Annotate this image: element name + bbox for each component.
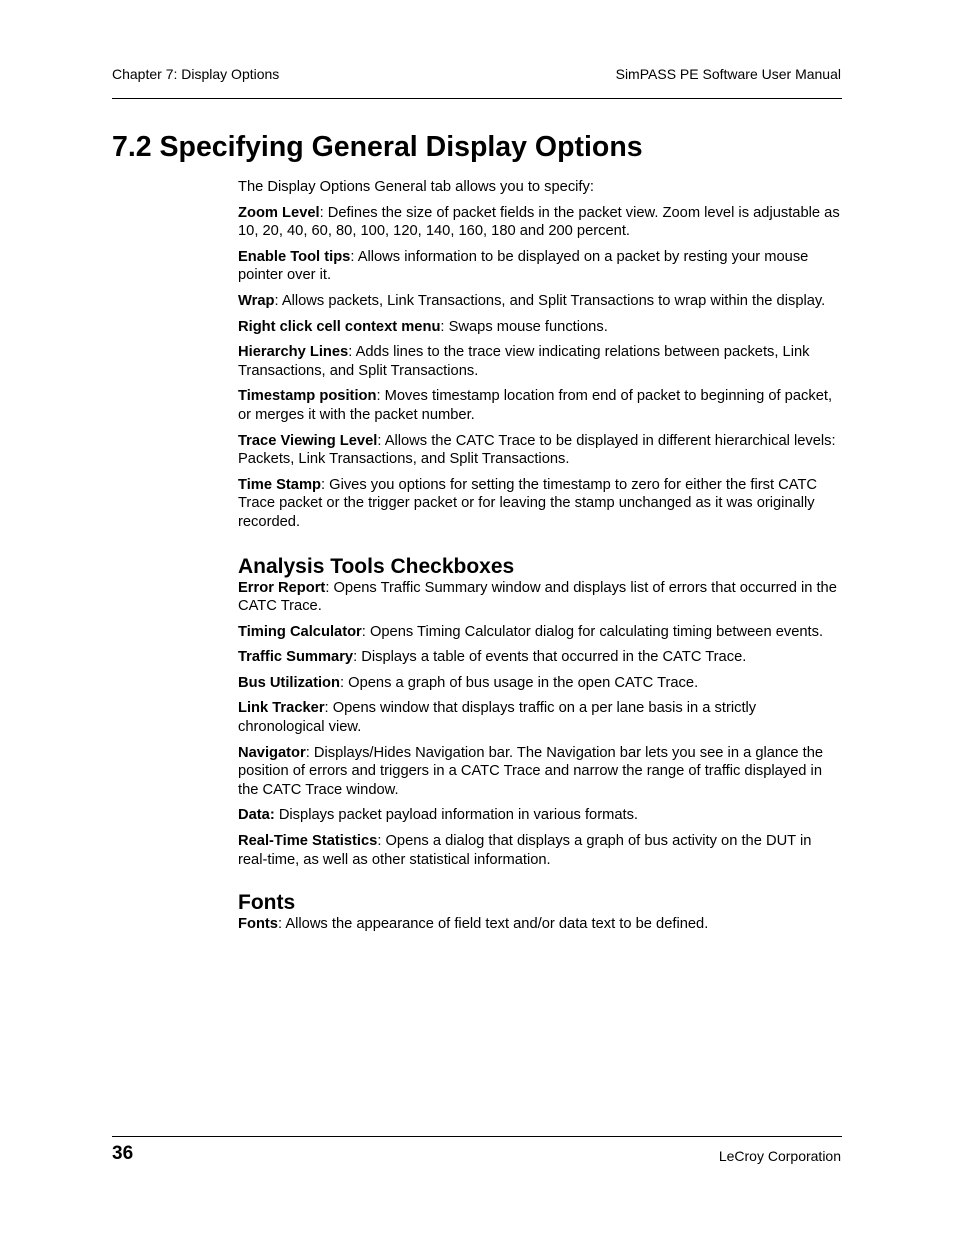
option-description: : Opens a dialog that displays a graph of bus activity on the DUT in real-time, as well as other statistical information. bbox=[238, 833, 812, 868]
analysis-link-tracker bbox=[238, 699, 842, 736]
option-term: Enable Tool tips bbox=[238, 248, 351, 265]
option-description: : Opens Timing Calculator dialog for calculating timing between events. bbox=[361, 623, 824, 640]
analysis-tools-heading: Analysis Tools Checkboxes bbox=[238, 554, 515, 578]
option-enable-tool-tips bbox=[238, 248, 842, 285]
option-term: Wrap bbox=[238, 292, 275, 309]
intro-paragraph: The Display Options General tab allows you to specify: bbox=[238, 179, 594, 195]
option-term: Real-Time Statistics bbox=[238, 833, 378, 850]
fonts-option bbox=[238, 915, 842, 934]
running-header-chapter: Chapter 7: Display Options bbox=[112, 66, 280, 82]
analysis-bus-utilization bbox=[238, 674, 842, 693]
option-term: Right click cell context menu bbox=[238, 318, 441, 335]
option-description: : Opens window that displays traffic on a per lane basis in a strictly chronological view. bbox=[238, 700, 757, 736]
option-description: : Opens a graph of bus usage in the open CATC Trace. bbox=[340, 674, 699, 691]
analysis-real-time-statistics bbox=[238, 832, 842, 869]
option-description: : Displays a table of events that occurred in the CATC Trace. bbox=[353, 649, 747, 666]
option-term: Time Stamp bbox=[238, 476, 321, 493]
option-trace-viewing-level bbox=[238, 432, 842, 469]
option-right-click-context-menu bbox=[238, 318, 842, 337]
option-term: Hierarchy Lines bbox=[238, 344, 349, 361]
page-number: 36 bbox=[112, 1143, 134, 1164]
footer-divider bbox=[112, 1136, 842, 1137]
analysis-navigator bbox=[238, 744, 842, 800]
running-header-manual-title: SimPASS PE Software User Manual bbox=[615, 66, 841, 82]
option-term: Fonts bbox=[238, 916, 278, 933]
option-hierarchy-lines bbox=[238, 343, 842, 380]
option-term: Trace Viewing Level bbox=[238, 432, 378, 449]
footer-company: LeCroy Corporation bbox=[718, 1148, 841, 1164]
option-term: Link Tracker bbox=[238, 700, 325, 717]
option-term: Error Report bbox=[238, 579, 326, 596]
option-description: : Displays/Hides Navigation bar. The Navigation bar lets you see in a glance the position of errors and triggers in a CATC Trace and narrow the range of traffic displayed in the CATC Trace window. bbox=[238, 744, 824, 798]
option-description: : Allows information to be displayed on a packet by resting your mouse pointer over it. bbox=[238, 248, 809, 284]
analysis-traffic-summary bbox=[238, 648, 842, 667]
option-description: : Allows the CATC Trace to be displayed in different hierarchical levels: Packets, Link Transactions, and Split Transactions. bbox=[238, 432, 836, 468]
option-description: Displays packet payload information in various formats. bbox=[274, 807, 639, 824]
section-title: 7.2 Specifying General Display Options bbox=[112, 131, 643, 163]
option-term: Traffic Summary bbox=[238, 649, 354, 666]
option-description: : Allows packets, Link Transactions, and Split Transactions to wrap within the display. bbox=[274, 292, 826, 309]
option-description: : Gives you options for setting the timestamp to zero for either the first CATC Trace packet or the trigger packet or for leaving the stamp unchanged as it was originally recorded. bbox=[238, 476, 818, 530]
option-term: Data: bbox=[238, 807, 275, 824]
option-description: : Allows the appearance of field text and/or data text to be defined. bbox=[277, 916, 709, 933]
option-term: Timestamp position bbox=[238, 388, 377, 405]
option-description: : Opens Traffic Summary window and displays list of errors that occurred in the CATC Trace. bbox=[238, 579, 837, 615]
option-term: Timing Calculator bbox=[238, 623, 362, 640]
option-term: Bus Utilization bbox=[238, 674, 340, 691]
option-description: : Defines the size of packet fields in the packet view. Zoom level is adjustable as 10, 20, 40, 60, 80, 100, 120, 140, 160, 180 and 200 percent. bbox=[238, 204, 840, 240]
option-description: : Adds lines to the trace view indicating relations between packets, Link Transactions, and Split Transactions. bbox=[238, 344, 810, 379]
option-description: : Moves timestamp location from end of packet to beginning of packet, or merges it with the packet number. bbox=[238, 388, 833, 423]
option-zoom-level bbox=[238, 204, 842, 241]
option-time-stamp bbox=[238, 476, 842, 532]
header-divider bbox=[112, 98, 842, 99]
option-description: : Swaps mouse functions. bbox=[440, 318, 608, 335]
option-term: Zoom Level bbox=[238, 204, 320, 221]
analysis-data bbox=[238, 806, 842, 825]
analysis-error-report bbox=[238, 579, 842, 616]
fonts-heading: Fonts bbox=[238, 891, 296, 915]
section-body bbox=[238, 178, 842, 941]
analysis-timing-calculator bbox=[238, 623, 842, 642]
option-timestamp-position bbox=[238, 387, 842, 424]
option-wrap bbox=[238, 292, 842, 311]
option-term: Navigator bbox=[238, 744, 306, 761]
